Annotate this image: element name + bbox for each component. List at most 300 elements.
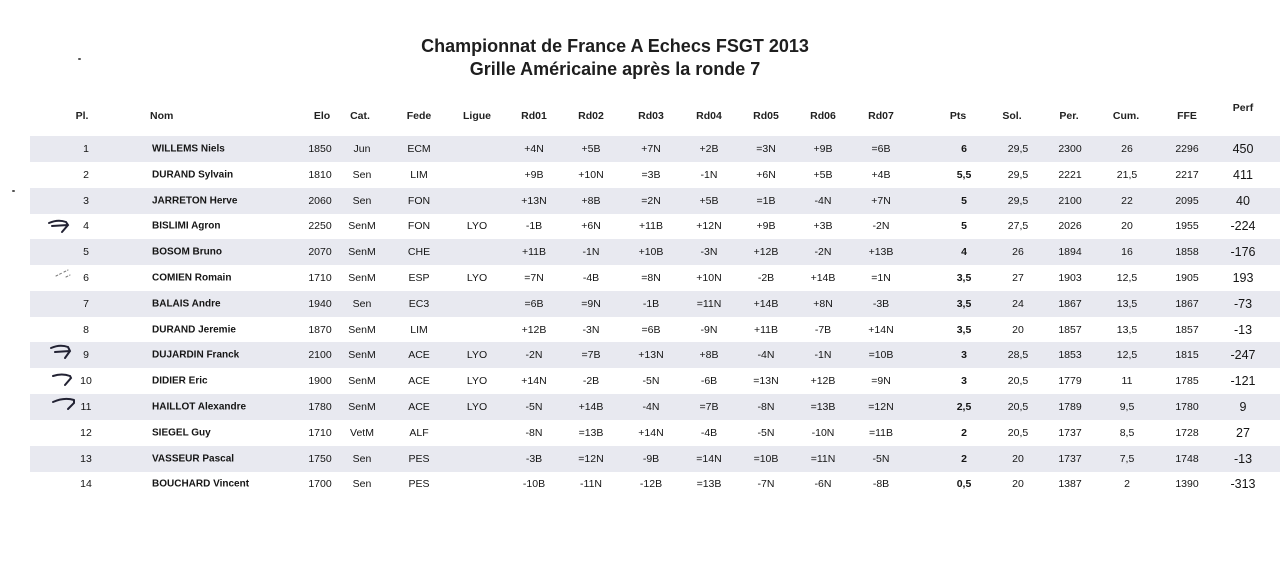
- cell-cum: 7,5: [1119, 452, 1135, 465]
- cell-nom: WILLEMS Niels: [152, 143, 225, 155]
- cell-ffe: 1867: [1175, 297, 1199, 310]
- cell-perf: -176: [1230, 245, 1256, 260]
- cell-pl: 4: [83, 220, 89, 233]
- cell-rd05: -5N: [757, 426, 775, 439]
- cell-cat: Sen: [352, 297, 372, 310]
- cell-sol: 20: [1012, 452, 1024, 465]
- cell-rd03: +11B: [638, 220, 664, 233]
- cell-ffe: 1815: [1175, 349, 1199, 362]
- cell-cat: Sen: [352, 452, 372, 465]
- cell-sol: 27: [1012, 272, 1024, 284]
- cell-rd06: -7B: [814, 323, 832, 336]
- cell-rd03: =2N: [641, 194, 661, 207]
- cell-pl: 12: [80, 426, 92, 439]
- cell-rd02: +8B: [581, 194, 601, 207]
- pencil-mark-icon: [54, 266, 74, 282]
- cell-rd03: -4N: [642, 401, 660, 413]
- cell-per: 1387: [1058, 478, 1082, 491]
- cell-rd05: +9B: [756, 220, 776, 233]
- cell-nom: DUJARDIN Franck: [152, 349, 240, 361]
- header-perf: Perf: [1232, 102, 1254, 114]
- header-rd06: Rd06: [810, 110, 836, 122]
- cell-rd07: +14N: [868, 323, 894, 336]
- cell-per: 1789: [1058, 401, 1082, 413]
- cell-cat: SenM: [348, 349, 376, 362]
- cell-rd03: -5N: [642, 375, 660, 388]
- cell-ligue: LYO: [466, 375, 488, 388]
- cell-rd04: =11N: [696, 297, 722, 310]
- table-row: [30, 394, 1280, 420]
- header-rd02: Rd02: [578, 110, 604, 122]
- cell-ffe: 1780: [1175, 401, 1199, 413]
- cell-rd02: -2B: [582, 375, 600, 388]
- cell-rd05: =10B: [753, 452, 779, 465]
- cell-rd05: -2B: [757, 272, 775, 284]
- cell-elo: 1750: [308, 452, 332, 465]
- cell-cat: SenM: [348, 401, 376, 413]
- cell-per: 1857: [1058, 323, 1082, 336]
- table-row: [30, 162, 1280, 188]
- cell-rd01: -2N: [525, 349, 543, 362]
- cell-rd06: +14B: [810, 272, 836, 284]
- cell-per: 2026: [1058, 220, 1082, 233]
- cell-pl: 8: [83, 323, 89, 336]
- cell-rd04: -6B: [700, 375, 718, 388]
- cell-cum: 16: [1121, 246, 1133, 259]
- cell-ligue: LYO: [466, 220, 488, 233]
- cell-perf: 9: [1239, 400, 1247, 414]
- cell-rd01: +13N: [521, 194, 547, 207]
- cell-rd01: -1B: [525, 220, 543, 233]
- cell-cum: 21,5: [1116, 168, 1138, 181]
- cell-sol: 20: [1012, 323, 1024, 336]
- cell-rd06: -4N: [814, 194, 832, 207]
- cell-nom: DIDIER Eric: [152, 375, 208, 387]
- cell-rd07: =1N: [871, 272, 891, 284]
- cell-nom: BISLIMI Agron: [152, 220, 221, 232]
- cell-pts: 3: [961, 375, 967, 388]
- cell-rd05: =13N: [753, 375, 779, 388]
- cell-nom: JARRETON Herve: [152, 195, 238, 207]
- cell-ffe: 1858: [1175, 246, 1199, 259]
- cell-rd01: =7N: [524, 272, 544, 284]
- cell-nom: BOSOM Bruno: [152, 246, 222, 258]
- cell-rd04: +2B: [699, 143, 719, 155]
- cell-pts: 5: [961, 194, 967, 207]
- cell-fede: PES: [408, 478, 430, 491]
- table-row: [30, 471, 1280, 497]
- header-cum: Cum.: [1112, 110, 1140, 122]
- cell-nom: SIEGEL Guy: [152, 427, 211, 439]
- title-line-1: Championnat de France A Echecs FSGT 2013: [421, 36, 809, 56]
- cell-nom: DURAND Jeremie: [152, 324, 236, 336]
- table-row: [30, 446, 1280, 472]
- cell-fede: ACE: [408, 349, 430, 362]
- cell-rd01: +14N: [521, 375, 547, 388]
- cell-elo: 2100: [308, 349, 332, 362]
- cell-rd01: -10B: [522, 478, 546, 491]
- table-header: [0, 102, 1280, 128]
- cell-rd03: =8N: [641, 272, 661, 284]
- cell-pl: 5: [83, 246, 89, 259]
- cell-pts: 3,5: [956, 272, 972, 284]
- cell-sol: 29,5: [1007, 194, 1029, 207]
- table-row: [30, 213, 1280, 239]
- cell-rd04: -9N: [700, 323, 718, 336]
- cell-rd01: -3B: [525, 452, 543, 465]
- cell-per: 1903: [1058, 272, 1082, 284]
- cell-ffe: 1728: [1175, 426, 1199, 439]
- cell-cum: 9,5: [1119, 401, 1135, 413]
- cell-rd03: -12B: [639, 478, 663, 491]
- cell-rd07: =9N: [871, 375, 891, 388]
- cell-cum: 2: [1124, 478, 1130, 491]
- cell-perf: -121: [1230, 374, 1256, 389]
- scan-speck: [78, 58, 81, 60]
- cell-ffe: 2095: [1175, 194, 1199, 207]
- cell-elo: 2060: [308, 194, 332, 207]
- cell-rd03: +7N: [641, 143, 661, 155]
- header-rd05: Rd05: [753, 110, 779, 122]
- cell-cum: 26: [1121, 143, 1133, 155]
- cell-rd06: +9B: [813, 143, 833, 155]
- cell-rd04: -3N: [700, 246, 718, 259]
- cell-rd04: =14N: [696, 452, 722, 465]
- cell-perf: 411: [1233, 167, 1253, 182]
- cell-fede: ALF: [409, 426, 429, 439]
- cell-ffe: 1905: [1175, 272, 1199, 284]
- hand-drawn-arrow-icon: [50, 368, 76, 388]
- cell-cum: 13,5: [1116, 323, 1138, 336]
- cell-per: 2100: [1058, 194, 1082, 207]
- cell-perf: 40: [1236, 193, 1250, 208]
- title-line-2: Grille Américaine après la ronde 7: [469, 59, 761, 79]
- cell-rd03: =6B: [641, 323, 661, 336]
- cell-sol: 20,5: [1007, 375, 1029, 388]
- cell-rd02: =9N: [581, 297, 601, 310]
- cell-rd05: =3N: [756, 143, 776, 155]
- cell-perf: -313: [1230, 477, 1256, 492]
- cell-pl: 9: [83, 349, 89, 362]
- cell-elo: 1870: [308, 323, 332, 336]
- cell-rd06: +5B: [813, 168, 833, 181]
- cell-rd06: =13B: [810, 401, 836, 413]
- cell-pl: 1: [83, 143, 89, 155]
- header-pts: Pts: [949, 110, 967, 122]
- table-row: [30, 265, 1280, 291]
- cell-pl: 3: [83, 194, 89, 207]
- cell-per: 1853: [1058, 349, 1082, 362]
- cell-per: 1867: [1058, 297, 1082, 310]
- cell-pts: 3,5: [956, 323, 972, 336]
- cell-perf: -13: [1233, 322, 1253, 337]
- cell-cum: 22: [1121, 194, 1133, 207]
- hand-drawn-arrow-icon: [48, 340, 74, 362]
- cell-fede: LIM: [410, 168, 428, 181]
- header-cat: Cat.: [350, 110, 370, 122]
- header-fede: Fede: [406, 110, 432, 122]
- cell-rd01: +4N: [524, 143, 544, 155]
- cell-perf: -13: [1233, 451, 1253, 466]
- cell-fede: PES: [408, 452, 430, 465]
- cell-nom: COMIEN Romain: [152, 272, 232, 284]
- cell-pl: 11: [80, 401, 92, 413]
- cell-sol: 27,5: [1007, 220, 1029, 233]
- cell-rd01: -8N: [525, 426, 543, 439]
- cell-pl: 13: [80, 452, 92, 465]
- cell-sol: 24: [1012, 297, 1024, 310]
- cell-rd07: +4B: [871, 168, 891, 181]
- cell-cum: 20: [1121, 220, 1133, 233]
- cell-pts: 2: [961, 426, 967, 439]
- cell-rd07: +7N: [871, 194, 891, 207]
- cell-per: 1737: [1058, 452, 1082, 465]
- cell-perf: 450: [1232, 142, 1254, 156]
- cell-cum: 8,5: [1119, 426, 1135, 439]
- cell-rd05: +11B: [753, 323, 779, 336]
- cell-rd02: =13B: [578, 426, 604, 439]
- cell-rd02: +10N: [578, 168, 604, 181]
- cell-fede: FON: [407, 194, 431, 207]
- header-rd04: Rd04: [696, 110, 722, 122]
- cell-pl: 14: [80, 478, 92, 491]
- cell-ffe: 1748: [1175, 452, 1199, 465]
- cell-cum: 13,5: [1116, 297, 1138, 310]
- cell-pl: 7: [83, 297, 89, 310]
- cell-cat: Sen: [352, 194, 372, 207]
- cell-rd07: =10B: [868, 349, 894, 362]
- cell-nom: VASSEUR Pascal: [152, 453, 235, 465]
- cell-rd04: =13B: [696, 478, 722, 491]
- cell-rd02: +14B: [578, 401, 604, 413]
- cell-pts: 4: [961, 246, 967, 259]
- cell-rd07: =11B: [868, 426, 894, 439]
- cell-elo: 1710: [308, 426, 332, 439]
- cell-rd05: -7N: [757, 478, 775, 491]
- cell-rd02: -11N: [580, 478, 602, 491]
- cell-per: 1779: [1058, 375, 1082, 388]
- cell-rd07: +13B: [868, 246, 894, 259]
- cell-ffe: 1785: [1175, 375, 1199, 388]
- cell-nom: BALAIS Andre: [152, 298, 221, 310]
- cell-rd04: -4B: [700, 426, 718, 439]
- cell-nom: DURAND Sylvain: [152, 169, 234, 181]
- cell-rd06: -2N: [814, 246, 832, 259]
- cell-sol: 20,5: [1007, 426, 1029, 439]
- cell-rd02: -3N: [582, 323, 600, 336]
- header-rd01: Rd01: [521, 110, 547, 122]
- cell-rd03: +13N: [638, 349, 664, 362]
- cell-rd02: =7B: [581, 349, 601, 362]
- cell-rd05: +6N: [756, 168, 776, 181]
- cell-cat: Jun: [353, 143, 371, 155]
- cell-elo: 1810: [308, 168, 332, 181]
- cell-pts: 6: [961, 143, 967, 155]
- cell-rd04: -1N: [700, 168, 718, 181]
- cell-pts: 2,5: [956, 401, 972, 413]
- header-per: Per.: [1059, 110, 1079, 122]
- cell-cat: SenM: [348, 375, 376, 388]
- cell-ffe: 1955: [1175, 220, 1199, 233]
- cell-nom: BOUCHARD Vincent: [152, 478, 250, 490]
- cell-cat: SenM: [348, 272, 376, 284]
- header-rd07: Rd07: [868, 110, 894, 122]
- scan-speck: [12, 190, 15, 192]
- cell-sol: 20: [1012, 478, 1024, 491]
- table-row: [30, 317, 1280, 343]
- cell-ffe: 2217: [1175, 168, 1199, 181]
- header-rd03: Rd03: [638, 110, 664, 122]
- cell-rd04: +10N: [696, 272, 722, 284]
- cell-rd06: =11N: [810, 452, 836, 465]
- cell-pts: 0,5: [956, 478, 972, 491]
- cell-cum: 12,5: [1116, 272, 1138, 284]
- cell-perf: -247: [1230, 348, 1256, 363]
- cell-rd06: +8N: [813, 297, 833, 310]
- cell-rd02: +6N: [581, 220, 601, 233]
- table-row: [30, 420, 1280, 446]
- cell-nom: HAILLOT Alexandre: [152, 401, 247, 413]
- cell-per: 2221: [1058, 168, 1082, 181]
- cell-perf: 27: [1236, 425, 1250, 440]
- cell-rd01: +9B: [524, 168, 544, 181]
- cell-pts: 3: [961, 349, 967, 362]
- hand-drawn-arrow-icon: [46, 216, 72, 236]
- cell-rd01: +11B: [521, 246, 547, 259]
- cell-pts: 2: [961, 452, 967, 465]
- cell-sol: 28,5: [1007, 349, 1029, 362]
- cell-ffe: 2296: [1175, 143, 1199, 155]
- cell-rd05: -8N: [757, 401, 775, 413]
- cell-ligue: LYO: [466, 349, 488, 362]
- cell-pts: 3,5: [956, 297, 972, 310]
- cell-fede: EC3: [408, 297, 430, 310]
- cell-perf: -73: [1233, 296, 1253, 311]
- cell-rd07: =12N: [868, 401, 894, 413]
- cell-per: 1894: [1058, 246, 1082, 259]
- cell-fede: CHE: [407, 246, 431, 259]
- cell-ligue: LYO: [466, 401, 488, 413]
- cell-cat: Sen: [352, 478, 372, 491]
- cell-ffe: 1390: [1175, 478, 1199, 491]
- cell-rd06: +12B: [810, 375, 836, 388]
- cell-fede: ACE: [408, 401, 430, 413]
- table-row: [30, 342, 1280, 368]
- cell-cat: SenM: [348, 220, 376, 233]
- cell-fede: ECM: [407, 143, 431, 155]
- cell-elo: 1900: [308, 375, 332, 388]
- cell-elo: 1700: [308, 478, 332, 491]
- cell-elo: 1710: [308, 272, 332, 284]
- cell-rd03: +14N: [638, 426, 664, 439]
- cell-fede: ACE: [408, 375, 430, 388]
- cell-rd05: +12B: [753, 246, 779, 259]
- cell-rd07: -5N: [872, 452, 890, 465]
- cell-rd06: -10N: [811, 426, 835, 439]
- table-row: [30, 368, 1280, 394]
- cell-rd02: -4B: [582, 272, 600, 284]
- header-pl: Pl.: [75, 110, 89, 122]
- cell-sol: 29,5: [1007, 168, 1029, 181]
- table-row: [30, 136, 1280, 162]
- cell-rd07: -2N: [872, 220, 890, 233]
- cell-per: 2300: [1058, 143, 1082, 155]
- cell-rd02: +5B: [581, 143, 601, 155]
- cell-perf: 193: [1232, 271, 1254, 285]
- cell-pts: 5: [961, 220, 967, 233]
- hand-drawn-arrow-icon: [50, 393, 80, 413]
- cell-rd02: -1N: [582, 246, 600, 259]
- header-nom: Nom: [150, 110, 174, 122]
- header-sol: Sol.: [1002, 110, 1022, 122]
- cell-pts: 5,5: [956, 168, 972, 181]
- cell-elo: 2070: [308, 246, 332, 259]
- cell-pl: 2: [83, 168, 89, 181]
- cell-pl: 6: [83, 272, 89, 284]
- cell-rd07: -8B: [872, 478, 890, 491]
- cell-cat: Sen: [352, 168, 372, 181]
- header-elo: Elo: [313, 110, 331, 122]
- cell-fede: ESP: [408, 272, 430, 284]
- cell-fede: LIM: [410, 323, 428, 336]
- cell-perf: -224: [1230, 219, 1256, 234]
- cell-rd06: -6N: [814, 478, 832, 491]
- cell-ligue: LYO: [466, 272, 488, 284]
- cell-rd04: =7B: [699, 401, 719, 413]
- cell-rd04: +5B: [699, 194, 719, 207]
- cell-elo: 1940: [308, 297, 332, 310]
- cell-per: 1737: [1058, 426, 1082, 439]
- cell-rd04: +8B: [699, 349, 719, 362]
- cell-rd05: =1B: [756, 194, 776, 207]
- cell-elo: 1850: [308, 143, 332, 155]
- cell-elo: 2250: [308, 220, 332, 233]
- cell-ffe: 1857: [1175, 323, 1199, 336]
- cell-rd06: +3B: [813, 220, 833, 233]
- cell-sol: 29,5: [1007, 143, 1029, 155]
- cell-rd03: +10B: [638, 246, 664, 259]
- cell-fede: FON: [407, 220, 431, 233]
- table-row: [30, 239, 1280, 265]
- cell-cum: 12,5: [1116, 349, 1138, 362]
- table-row: [30, 188, 1280, 214]
- cell-rd06: -1N: [814, 349, 832, 362]
- cell-rd05: -4N: [757, 349, 775, 362]
- cell-rd07: -3B: [872, 297, 890, 310]
- cell-pl: 10: [80, 375, 92, 388]
- cell-rd07: =6B: [871, 143, 891, 155]
- cell-rd03: -1B: [642, 297, 660, 310]
- cell-rd01: =6B: [524, 297, 544, 310]
- cell-rd05: +14B: [753, 297, 779, 310]
- header-ligue: Ligue: [463, 110, 491, 122]
- cell-rd04: +12N: [696, 220, 722, 233]
- cell-rd01: -5N: [525, 401, 543, 413]
- cell-elo: 1780: [308, 401, 332, 413]
- cell-rd03: =3B: [641, 168, 661, 181]
- cell-rd02: =12N: [578, 452, 604, 465]
- cell-cat: VetM: [350, 426, 374, 439]
- cell-rd03: -9B: [642, 452, 660, 465]
- cell-cat: SenM: [348, 323, 376, 336]
- header-ffe: FFE: [1177, 110, 1197, 122]
- table-row: [30, 291, 1280, 317]
- cell-cum: 11: [1121, 375, 1133, 388]
- cell-cat: SenM: [348, 246, 376, 259]
- cell-sol: 20,5: [1007, 401, 1029, 413]
- cell-sol: 26: [1012, 246, 1024, 259]
- cell-rd01: +12B: [521, 323, 547, 336]
